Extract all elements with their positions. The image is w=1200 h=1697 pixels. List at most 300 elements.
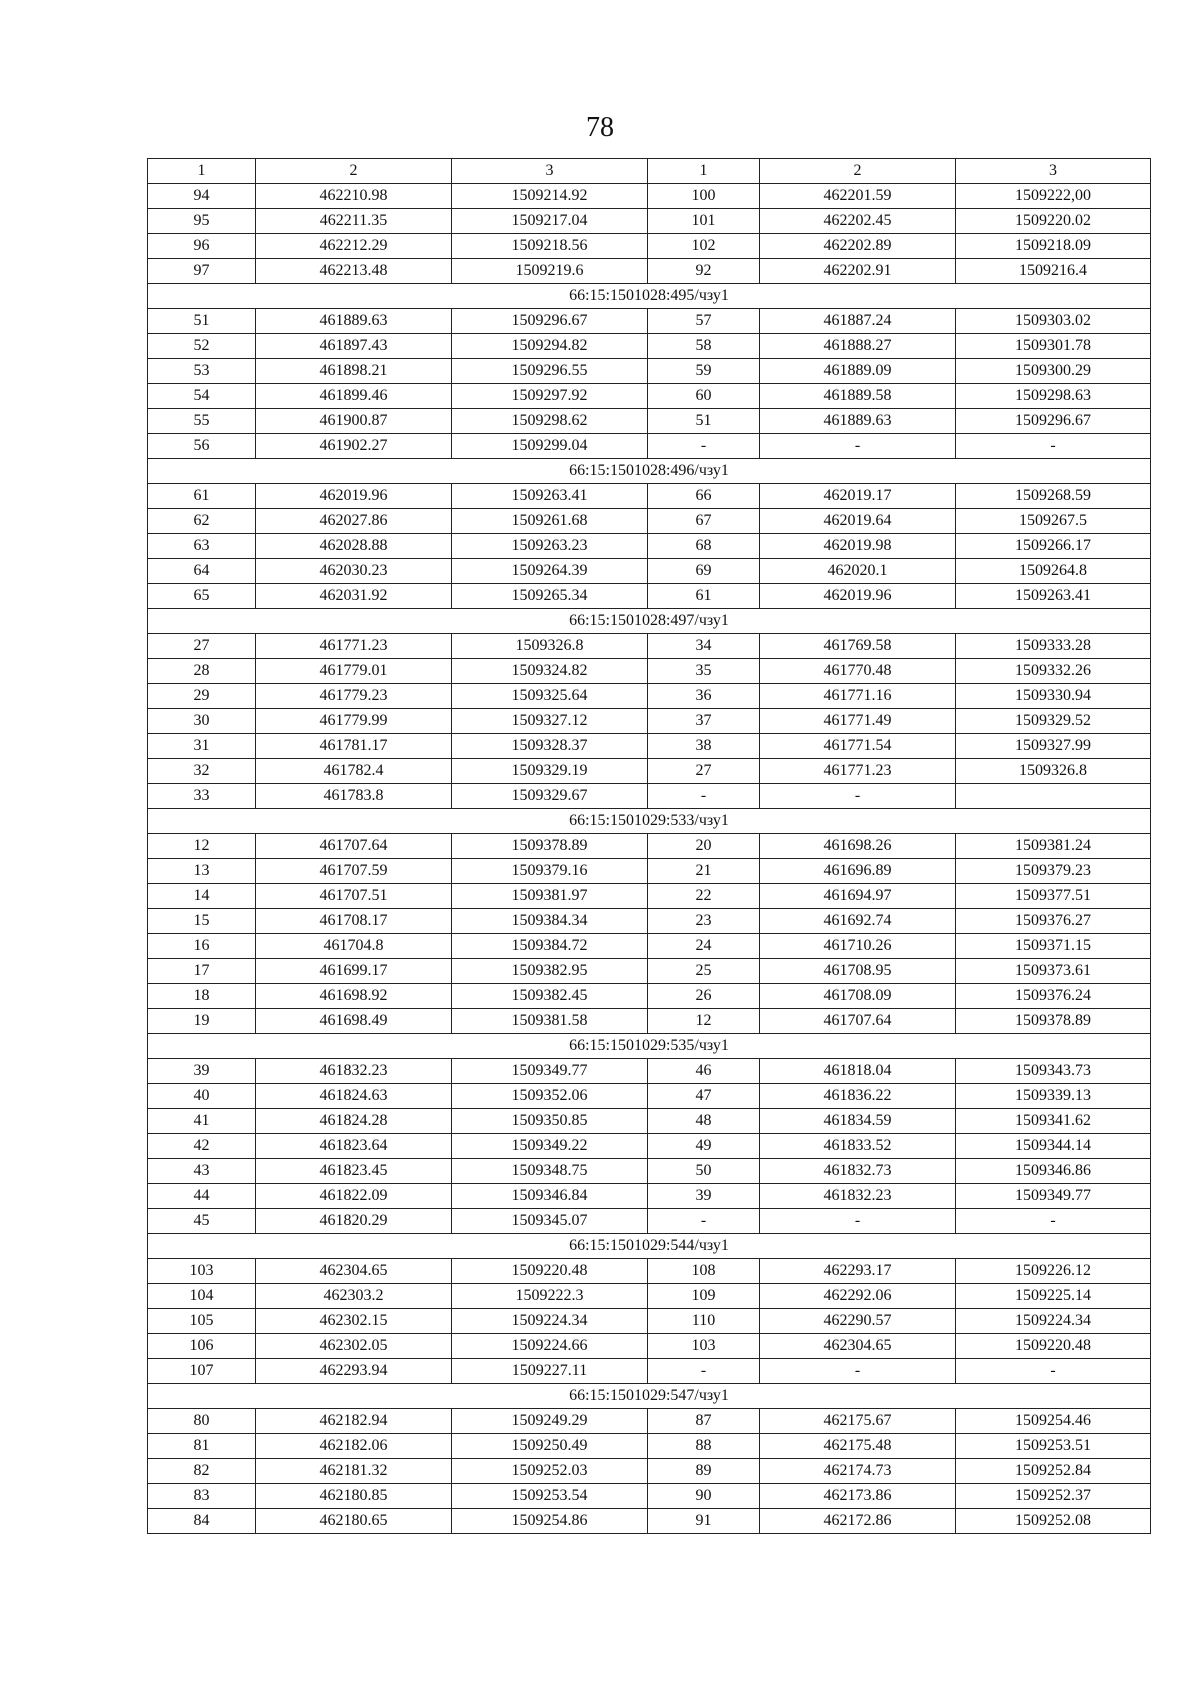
table-cell: 462202.45: [760, 209, 956, 234]
table-cell: 1509250.49: [452, 1434, 648, 1459]
table-cell: 462182.06: [256, 1434, 452, 1459]
table-cell: 1509264.8: [956, 559, 1151, 584]
table-row: [148, 1509, 1151, 1534]
table-cell: 1509329.67: [452, 784, 648, 809]
table-row: [148, 1409, 1151, 1434]
section-title: 66:15:1501029:533/чзу1: [148, 809, 1151, 834]
table-cell: 462211.35: [256, 209, 452, 234]
section-title: 66:15:1501028:495/чзу1: [148, 284, 1151, 309]
table-cell: 90: [648, 1484, 760, 1509]
table-cell: 1509379.23: [956, 859, 1151, 884]
table-cell: 461782.4: [256, 759, 452, 784]
table-cell: 1509264.39: [452, 559, 648, 584]
table-row: [148, 684, 1151, 709]
table-cell: 1509253.54: [452, 1484, 648, 1509]
table-cell: 461898.21: [256, 359, 452, 384]
table-cell: 1509263.23: [452, 534, 648, 559]
table-cell: 1509217.04: [452, 209, 648, 234]
table-cell: 461694.97: [760, 884, 956, 909]
table-cell: 27: [148, 634, 256, 659]
table-cell: 462210.98: [256, 184, 452, 209]
table-cell: 1509267.5: [956, 509, 1151, 534]
table-row: [148, 1184, 1151, 1209]
table-cell: 34: [648, 634, 760, 659]
header-cell: 1: [148, 159, 256, 184]
table-cell: 1509346.86: [956, 1159, 1151, 1184]
table-row: [148, 1134, 1151, 1159]
table-cell: 62: [148, 509, 256, 534]
table-cell: 91: [648, 1509, 760, 1534]
header-cell: 2: [760, 159, 956, 184]
table-cell: 1509349.22: [452, 1134, 648, 1159]
table-cell: 461708.17: [256, 909, 452, 934]
table-cell: 461770.48: [760, 659, 956, 684]
table-row: [148, 234, 1151, 259]
table-cell: 461707.59: [256, 859, 452, 884]
table-cell: 1509376.24: [956, 984, 1151, 1009]
table-cell: 1509296.67: [956, 409, 1151, 434]
table-row: [148, 1359, 1151, 1384]
table-cell: 461771.49: [760, 709, 956, 734]
table-cell: 58: [648, 334, 760, 359]
table-cell: 1509349.77: [956, 1184, 1151, 1209]
table-cell: 1509324.82: [452, 659, 648, 684]
table-cell: 462202.89: [760, 234, 956, 259]
table-cell: 1509294.82: [452, 334, 648, 359]
table-cell: 35: [648, 659, 760, 684]
table-cell: 462212.29: [256, 234, 452, 259]
table-cell: 1509298.62: [452, 409, 648, 434]
table-cell: 29: [148, 684, 256, 709]
table-row: [148, 884, 1151, 909]
table-row: [148, 1309, 1151, 1334]
table-cell: 41: [148, 1109, 256, 1134]
table-cell: 103: [148, 1259, 256, 1284]
table-cell: 461899.46: [256, 384, 452, 409]
table-cell: 1509350.85: [452, 1109, 648, 1134]
table-row: [148, 784, 1151, 809]
section-title-row: [148, 1034, 1151, 1059]
table-cell: 110: [648, 1309, 760, 1334]
table-cell: 462302.05: [256, 1334, 452, 1359]
table-cell: 1509333.28: [956, 634, 1151, 659]
table-cell: 1509381.24: [956, 834, 1151, 859]
table-cell: 1509220.48: [452, 1259, 648, 1284]
table-cell: 461698.49: [256, 1009, 452, 1034]
table-cell: 461832.23: [256, 1059, 452, 1084]
table-cell: 461771.23: [256, 634, 452, 659]
table-cell: -: [648, 784, 760, 809]
table-cell: 1509261.68: [452, 509, 648, 534]
table-cell: 43: [148, 1159, 256, 1184]
table-cell: -: [648, 434, 760, 459]
table-row: [148, 834, 1151, 859]
table-cell: 18: [148, 984, 256, 1009]
table-cell: 13: [148, 859, 256, 884]
table-cell: 461832.73: [760, 1159, 956, 1184]
table-row: [148, 1009, 1151, 1034]
table-cell: 20: [648, 834, 760, 859]
table-cell: 1509341.62: [956, 1109, 1151, 1134]
table-cell: 52: [148, 334, 256, 359]
table-cell: 95: [148, 209, 256, 234]
table-cell: 59: [648, 359, 760, 384]
table-cell: 55: [148, 409, 256, 434]
table-cell: 61: [648, 584, 760, 609]
coordinates-table: [147, 158, 1151, 1534]
section-title: 66:15:1501029:544/чзу1: [148, 1234, 1151, 1259]
table-cell: 88: [648, 1434, 760, 1459]
section-title: 66:15:1501028:496/чзу1: [148, 459, 1151, 484]
table-cell: 461707.64: [256, 834, 452, 859]
table-cell: [956, 784, 1151, 809]
table-cell: 462173.86: [760, 1484, 956, 1509]
table-cell: 1509296.55: [452, 359, 648, 384]
table-cell: 462019.64: [760, 509, 956, 534]
table-row: [148, 359, 1151, 384]
table-cell: 1509382.95: [452, 959, 648, 984]
table-cell: -: [648, 1359, 760, 1384]
coordinates-table-body: [148, 159, 1151, 1534]
table-cell: 105: [148, 1309, 256, 1334]
table-cell: 461822.09: [256, 1184, 452, 1209]
table-cell: 101: [648, 209, 760, 234]
table-cell: 44: [148, 1184, 256, 1209]
table-cell: 1509326.8: [452, 634, 648, 659]
table-row: [148, 1059, 1151, 1084]
table-cell: 63: [148, 534, 256, 559]
table-cell: 1509219.6: [452, 259, 648, 284]
table-row: [148, 659, 1151, 684]
table-cell: 39: [648, 1184, 760, 1209]
table-cell: 1509373.61: [956, 959, 1151, 984]
table-cell: 461710.26: [760, 934, 956, 959]
table-cell: 1509382.45: [452, 984, 648, 1009]
table-cell: 12: [648, 1009, 760, 1034]
table-cell: 51: [148, 309, 256, 334]
table-cell: 1509378.89: [956, 1009, 1151, 1034]
table-cell: 1509330.94: [956, 684, 1151, 709]
table-cell: 1509349.77: [452, 1059, 648, 1084]
table-cell: 57: [648, 309, 760, 334]
table-cell: 1509325.64: [452, 684, 648, 709]
table-row: [148, 1334, 1151, 1359]
table-cell: 461818.04: [760, 1059, 956, 1084]
table-cell: 1509298.63: [956, 384, 1151, 409]
table-row: [148, 909, 1151, 934]
table-cell: 1509326.8: [956, 759, 1151, 784]
table-cell: 87: [648, 1409, 760, 1434]
table-cell: 461779.99: [256, 709, 452, 734]
table-cell: 1509381.97: [452, 884, 648, 909]
table-cell: 40: [148, 1084, 256, 1109]
table-cell: 461783.8: [256, 784, 452, 809]
table-cell: 461698.92: [256, 984, 452, 1009]
table-cell: 42: [148, 1134, 256, 1159]
table-cell: 461771.23: [760, 759, 956, 784]
table-cell: 462304.65: [760, 1334, 956, 1359]
table-cell: 65: [148, 584, 256, 609]
table-cell: 1509378.89: [452, 834, 648, 859]
section-title-row: [148, 609, 1151, 634]
table-cell: 462180.85: [256, 1484, 452, 1509]
table-cell: 30: [148, 709, 256, 734]
table-cell: 61: [148, 484, 256, 509]
table-cell: 25: [648, 959, 760, 984]
table-cell: 461696.89: [760, 859, 956, 884]
table-cell: 1509381.58: [452, 1009, 648, 1034]
header-row: [148, 159, 1151, 184]
table-cell: 1509303.02: [956, 309, 1151, 334]
table-cell: 461823.45: [256, 1159, 452, 1184]
table-cell: 36: [648, 684, 760, 709]
table-cell: 461887.24: [760, 309, 956, 334]
table-cell: 1509296.67: [452, 309, 648, 334]
table-cell: 462213.48: [256, 259, 452, 284]
table-cell: 1509268.59: [956, 484, 1151, 509]
table-cell: 1509329.19: [452, 759, 648, 784]
table-row: [148, 409, 1151, 434]
table-row: [148, 1284, 1151, 1309]
table-cell: 104: [148, 1284, 256, 1309]
table-cell: 17: [148, 959, 256, 984]
table-cell: 461771.16: [760, 684, 956, 709]
table-cell: 461708.95: [760, 959, 956, 984]
table-row: [148, 1434, 1151, 1459]
table-cell: 1509220.02: [956, 209, 1151, 234]
table-cell: 21: [648, 859, 760, 884]
table-cell: 461823.64: [256, 1134, 452, 1159]
header-cell: 3: [452, 159, 648, 184]
table-row: [148, 709, 1151, 734]
table-cell: 1509218.09: [956, 234, 1151, 259]
table-cell: 461824.28: [256, 1109, 452, 1134]
table-cell: 82: [148, 1459, 256, 1484]
section-title: 66:15:1501029:547/чзу1: [148, 1384, 1151, 1409]
table-row: [148, 984, 1151, 1009]
table-cell: 461889.09: [760, 359, 956, 384]
table-cell: 1509344.14: [956, 1134, 1151, 1159]
table-row: [148, 534, 1151, 559]
table-cell: 461781.17: [256, 734, 452, 759]
table-cell: 103: [648, 1334, 760, 1359]
table-cell: 461769.58: [760, 634, 956, 659]
table-cell: 56: [148, 434, 256, 459]
table-cell: 33: [148, 784, 256, 809]
table-cell: 1509348.75: [452, 1159, 648, 1184]
table-row: [148, 1484, 1151, 1509]
table-cell: -: [956, 1359, 1151, 1384]
table-row: [148, 1159, 1151, 1184]
header-cell: 2: [256, 159, 452, 184]
table-cell: -: [760, 784, 956, 809]
table-cell: 462304.65: [256, 1259, 452, 1284]
table-cell: 462019.96: [760, 584, 956, 609]
table-cell: 100: [648, 184, 760, 209]
table-cell: 1509384.34: [452, 909, 648, 934]
table-cell: 19: [148, 1009, 256, 1034]
table-cell: 12: [148, 834, 256, 859]
table-cell: 462174.73: [760, 1459, 956, 1484]
table-cell: 92: [648, 259, 760, 284]
section-title-row: [148, 284, 1151, 309]
table-row: [148, 934, 1151, 959]
table-cell: 1509300.29: [956, 359, 1151, 384]
table-cell: 24: [648, 934, 760, 959]
table-cell: 54: [148, 384, 256, 409]
table-row: [148, 384, 1151, 409]
table-cell: 461888.27: [760, 334, 956, 359]
table-cell: 461699.17: [256, 959, 452, 984]
table-cell: 14: [148, 884, 256, 909]
table-cell: 461771.54: [760, 734, 956, 759]
table-cell: 1509346.84: [452, 1184, 648, 1209]
table-cell: 462201.59: [760, 184, 956, 209]
table-cell: -: [760, 434, 956, 459]
section-title: 66:15:1501028:497/чзу1: [148, 609, 1151, 634]
table-cell: 461820.29: [256, 1209, 452, 1234]
table-cell: -: [760, 1359, 956, 1384]
table-cell: 462175.48: [760, 1434, 956, 1459]
table-cell: 461779.23: [256, 684, 452, 709]
table-cell: 462303.2: [256, 1284, 452, 1309]
table-cell: 462027.86: [256, 509, 452, 534]
header-cell: 1: [648, 159, 760, 184]
table-cell: 1509329.52: [956, 709, 1151, 734]
table-cell: 461834.59: [760, 1109, 956, 1134]
table-cell: 462030.23: [256, 559, 452, 584]
header-cell: 3: [956, 159, 1151, 184]
section-title-row: [148, 1384, 1151, 1409]
table-cell: 37: [648, 709, 760, 734]
table-cell: 1509301.78: [956, 334, 1151, 359]
table-cell: 49: [648, 1134, 760, 1159]
table-cell: 67: [648, 509, 760, 534]
table-cell: 84: [148, 1509, 256, 1534]
table-cell: 461889.58: [760, 384, 956, 409]
table-cell: 1509327.99: [956, 734, 1151, 759]
table-cell: 461779.01: [256, 659, 452, 684]
table-row: [148, 559, 1151, 584]
table-cell: 1509327.12: [452, 709, 648, 734]
table-cell: 462175.67: [760, 1409, 956, 1434]
table-cell: 89: [648, 1459, 760, 1484]
table-cell: 51: [648, 409, 760, 434]
table-row: [148, 1459, 1151, 1484]
table-cell: 48: [648, 1109, 760, 1134]
table-cell: 462028.88: [256, 534, 452, 559]
table-cell: 1509266.17: [956, 534, 1151, 559]
table-cell: 1509226.12: [956, 1259, 1151, 1284]
table-cell: 1509252.37: [956, 1484, 1151, 1509]
table-cell: 1509371.15: [956, 934, 1151, 959]
table-cell: 1509352.06: [452, 1084, 648, 1109]
table-cell: 46: [648, 1059, 760, 1084]
table-cell: 461832.23: [760, 1184, 956, 1209]
table-cell: 1509218.56: [452, 234, 648, 259]
table-cell: 461698.26: [760, 834, 956, 859]
table-row: [148, 759, 1151, 784]
table-cell: 1509343.73: [956, 1059, 1151, 1084]
table-row: [148, 184, 1151, 209]
table-cell: 83: [148, 1484, 256, 1509]
table-row: [148, 1109, 1151, 1134]
table-row: [148, 209, 1151, 234]
table-cell: 66: [648, 484, 760, 509]
section-title: 66:15:1501029:535/чзу1: [148, 1034, 1151, 1059]
table-cell: 15: [148, 909, 256, 934]
table-cell: 64: [148, 559, 256, 584]
table-cell: 461889.63: [256, 309, 452, 334]
table-cell: 462019.96: [256, 484, 452, 509]
page-number: 78: [586, 112, 614, 143]
table-cell: 461902.27: [256, 434, 452, 459]
table-cell: 462290.57: [760, 1309, 956, 1334]
table-cell: 108: [648, 1259, 760, 1284]
table-row: [148, 484, 1151, 509]
table-cell: 1509254.46: [956, 1409, 1151, 1434]
table-cell: 1509222,00: [956, 184, 1151, 209]
table-cell: 1509252.84: [956, 1459, 1151, 1484]
table-cell: 1509265.34: [452, 584, 648, 609]
table-cell: 1509328.37: [452, 734, 648, 759]
table-cell: 461692.74: [760, 909, 956, 934]
table-cell: 109: [648, 1284, 760, 1309]
table-cell: 1509377.51: [956, 884, 1151, 909]
table-cell: 22: [648, 884, 760, 909]
table-cell: 1509297.92: [452, 384, 648, 409]
table-cell: 23: [648, 909, 760, 934]
table-cell: 462202.91: [760, 259, 956, 284]
table-cell: 1509254.86: [452, 1509, 648, 1534]
table-cell: 461704.8: [256, 934, 452, 959]
table-cell: 38: [648, 734, 760, 759]
table-cell: 461824.63: [256, 1084, 452, 1109]
table-cell: 1509384.72: [452, 934, 648, 959]
table-row: [148, 509, 1151, 534]
table-row: [148, 1259, 1151, 1284]
table-cell: 1509216.4: [956, 259, 1151, 284]
table-cell: 462031.92: [256, 584, 452, 609]
table-cell: 462293.17: [760, 1259, 956, 1284]
table-cell: 50: [648, 1159, 760, 1184]
table-row: [148, 634, 1151, 659]
table-cell: 1509252.08: [956, 1509, 1151, 1534]
table-row: [148, 859, 1151, 884]
table-cell: 106: [148, 1334, 256, 1359]
table-cell: 1509263.41: [452, 484, 648, 509]
table-cell: 462292.06: [760, 1284, 956, 1309]
section-title-row: [148, 809, 1151, 834]
table-cell: 461708.09: [760, 984, 956, 1009]
table-cell: 45: [148, 1209, 256, 1234]
table-cell: 1509345.07: [452, 1209, 648, 1234]
table-cell: 1509339.13: [956, 1084, 1151, 1109]
table-cell: 32: [148, 759, 256, 784]
table-cell: 68: [648, 534, 760, 559]
table-cell: 1509332.26: [956, 659, 1151, 684]
table-cell: 1509253.51: [956, 1434, 1151, 1459]
table-cell: 1509227.11: [452, 1359, 648, 1384]
table-cell: 462172.86: [760, 1509, 956, 1534]
table-cell: 462182.94: [256, 1409, 452, 1434]
table-cell: 1509252.03: [452, 1459, 648, 1484]
table-cell: 31: [148, 734, 256, 759]
table-cell: 1509224.66: [452, 1334, 648, 1359]
table-cell: 60: [648, 384, 760, 409]
table-cell: 1509299.04: [452, 434, 648, 459]
table-cell: -: [956, 434, 1151, 459]
